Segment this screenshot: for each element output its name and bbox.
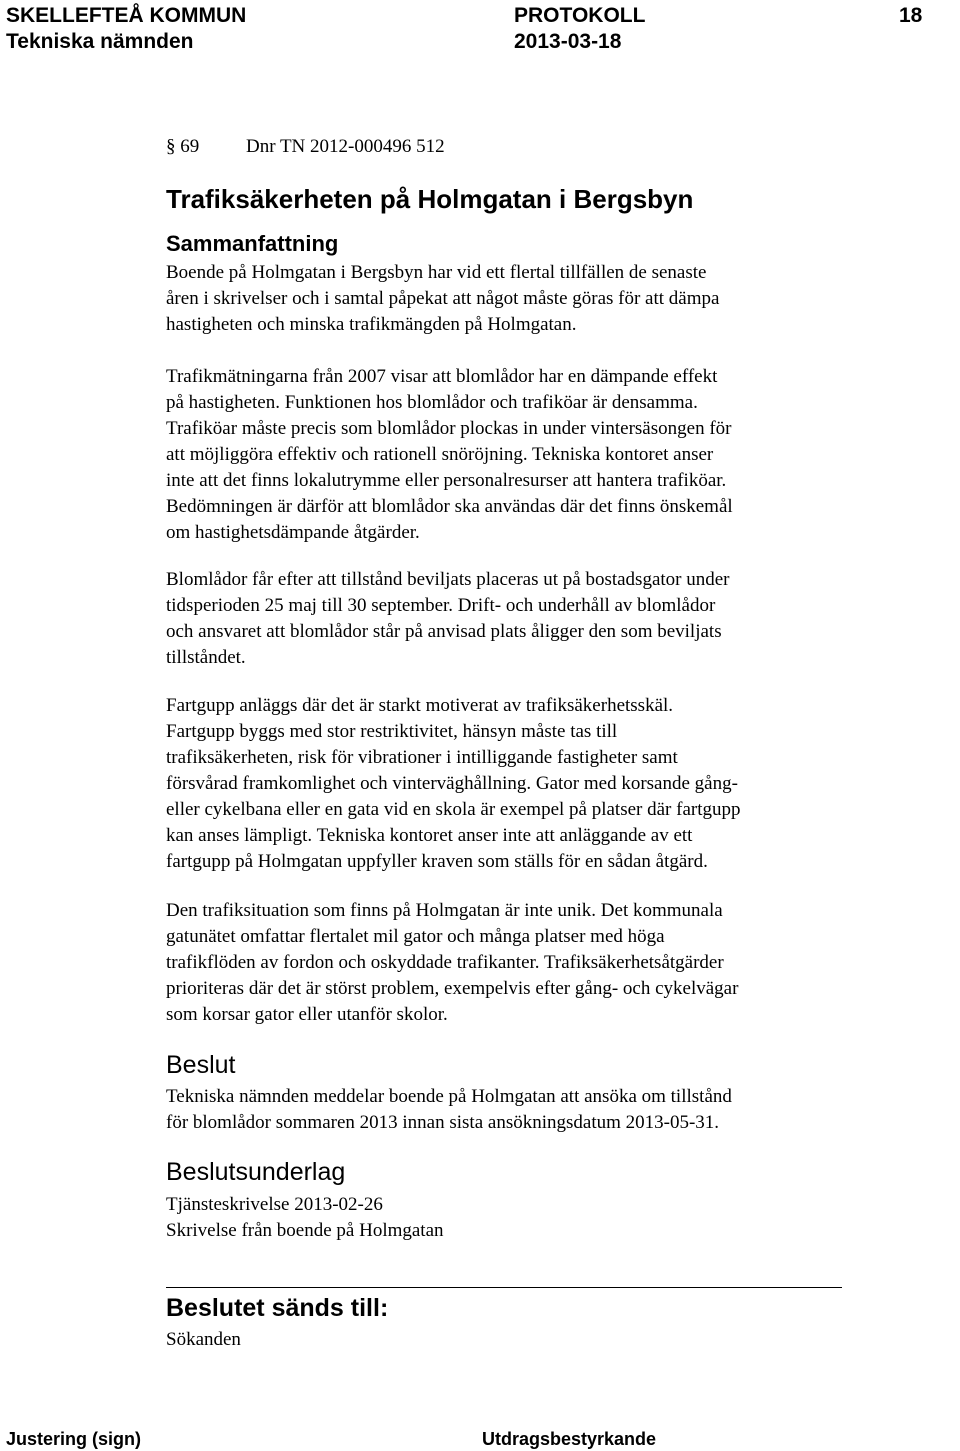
basis-list (166, 1192, 866, 1244)
summary-paragraph-4 (166, 693, 866, 875)
text-line: tidsperioden 25 maj till 30 september. Drift- och underhåll av blomlådor (166, 595, 716, 616)
text-line: Bedömningen är därför att blomlådor ska användas där det finns önskemål (166, 496, 733, 517)
section-number: § 69 (166, 136, 200, 157)
text-line: Fartgupp anläggs där det är starkt motiverat av trafiksäkerhetsskäl. (166, 695, 674, 716)
header-page-number: 18 (899, 4, 923, 27)
summary-heading: Sammanfattning (166, 231, 339, 256)
sent-to-heading: Beslutet sänds till: (166, 1294, 389, 1322)
text-line: att möjliggöra effektiv och rationell snöröjning. Tekniska kontoret anser (166, 444, 714, 465)
footer-justering: Justering (sign) (6, 1429, 142, 1449)
summary-paragraph-1 (166, 260, 866, 338)
text-line: Den trafiksituation som finns på Holmgatan är inte unik. Det kommunala (166, 900, 723, 921)
text-line: Tekniska nämnden meddelar boende på Holmgatan att ansöka om tillstånd (166, 1086, 732, 1107)
item-title: Trafiksäkerheten på Holmgatan i Bergsbyn (166, 184, 694, 214)
text-line: åren i skrivelser och i samtal påpekat att något måste göras för att dämpa (166, 288, 720, 309)
text-line: försvårad framkomlighet och vinterväghållning. Gator med korsande gång- (166, 773, 738, 794)
separator-line (166, 1287, 842, 1288)
summary-paragraph-3 (166, 567, 866, 671)
dnr-reference: Dnr TN 2012-000496 512 (246, 136, 445, 157)
text-line: och ansvaret att blomlådor står på anvisad plats åligger den som beviljats (166, 621, 722, 642)
text-line: trafiksäkerheten, risk för vibrationer i intilliggande fastigheter samt (166, 747, 678, 768)
text-line: hastigheten och minska trafikmängden på Holmgatan. (166, 314, 577, 335)
text-line: inte att det finns lokalutrymme eller personalresurser att hantera trafiköar. (166, 470, 727, 491)
header-doc-type: PROTOKOLL (514, 4, 646, 27)
text-line: Fartgupp byggs med stor restriktivitet, hänsyn måste tas till (166, 721, 618, 742)
text-line: trafikflöden av fordon och oskyddade trafikanter. Trafiksäkerhetsåtgärder (166, 952, 724, 973)
text-line: Boende på Holmgatan i Bergsbyn har vid ett flertal tillfällen de senaste (166, 262, 707, 283)
header-date: 2013-03-18 (514, 30, 622, 53)
text-line: på hastigheten. Funktionen hos blomlådor och trafiköar är densamma. (166, 392, 698, 413)
text-line: fartgupp på Holmgatan uppfyller kraven som ställs för en sådan åtgärd. (166, 851, 708, 872)
sent-to-list (166, 1327, 866, 1353)
decision-heading: Beslut (166, 1051, 236, 1079)
summary-paragraph-2 (166, 364, 866, 546)
basis-item: Tjänsteskrivelse 2013-02-26 (166, 1194, 383, 1215)
text-line: Trafikmätningarna från 2007 visar att blomlådor har en dämpande effekt (166, 366, 718, 387)
header-municipality: SKELLEFTEÅ KOMMUN (6, 4, 247, 27)
text-line: som korsar gator eller utanför skolor. (166, 1004, 448, 1025)
text-line: kan anses lämpligt. Tekniska kontoret anser inte att anläggande av ett (166, 825, 693, 846)
decision-text (166, 1084, 866, 1136)
text-line: om hastighetsdämpande åtgärder. (166, 522, 420, 543)
text-line: Trafiköar måste precis som blomlådor plockas in under vintersäsongen för (166, 418, 732, 439)
footer-utdragsbestyrkande: Utdragsbestyrkande (482, 1429, 657, 1449)
header-committee: Tekniska nämnden (6, 30, 194, 53)
text-line: Blomlådor får efter att tillstånd beviljats placeras ut på bostadsgator under (166, 569, 730, 590)
basis-item: Skrivelse från boende på Holmgatan (166, 1220, 444, 1241)
summary-paragraph-5 (166, 898, 866, 1028)
text-line: tillståndet. (166, 647, 246, 668)
basis-heading: Beslutsunderlag (166, 1158, 346, 1186)
recipient: Sökanden (166, 1329, 241, 1350)
text-line: prioriteras där det är störst problem, exempelvis efter gång- och cykelvägar (166, 978, 739, 999)
text-line: eller cykelbana eller en gata vid en skola är exempel på platser där fartgupp (166, 799, 741, 820)
text-line: för blomlådor sommaren 2013 innan sista ansökningsdatum 2013-05-31. (166, 1112, 720, 1133)
text-line: gatunätet omfattar flertalet mil gator och många platser med höga (166, 926, 665, 947)
